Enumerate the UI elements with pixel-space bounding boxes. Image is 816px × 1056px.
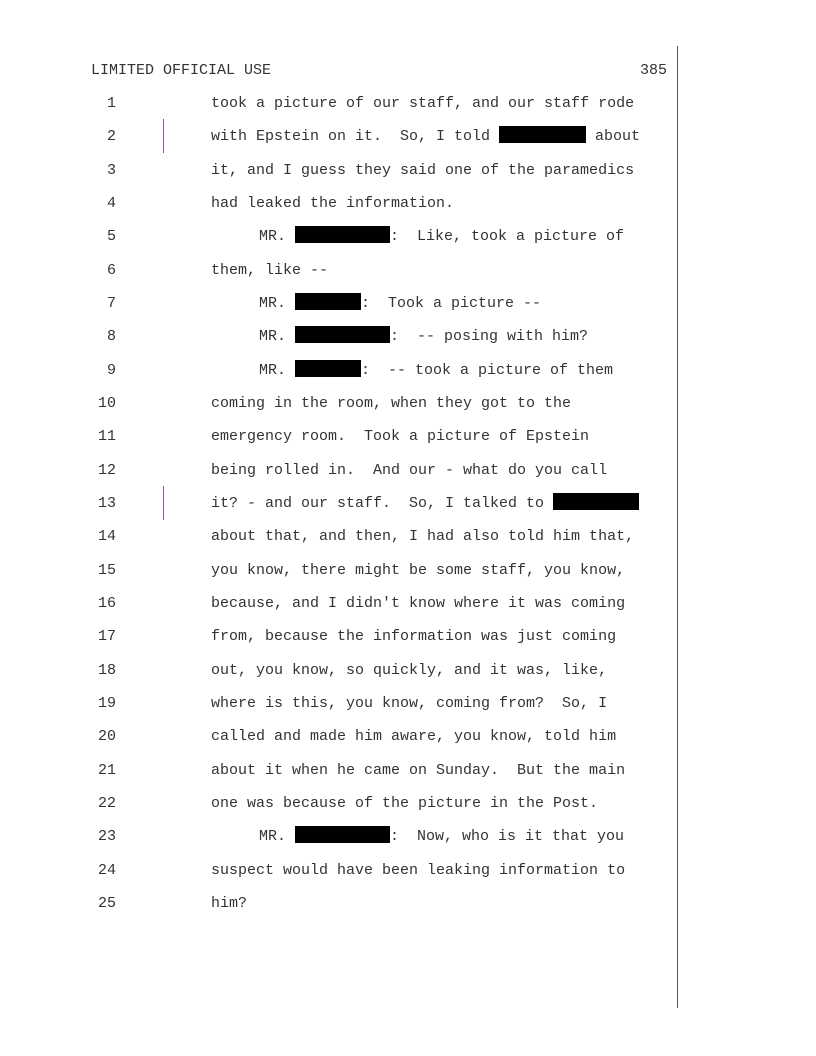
line-number: 3 — [106, 162, 116, 179]
line-number: 14 — [97, 528, 116, 545]
line-text: MR. : Like, took a picture of — [259, 228, 625, 245]
line-text: emergency room. Took a picture of Epstein — [211, 428, 590, 445]
transcript-line — [0, 825, 816, 849]
line-number: 8 — [106, 328, 116, 345]
transcript-line — [0, 225, 816, 249]
transcript-line — [0, 592, 816, 616]
redaction-box — [295, 360, 361, 377]
line-text: them, like -- — [211, 262, 329, 279]
transcript-line — [0, 559, 816, 583]
line-number: 7 — [106, 295, 116, 312]
line-text: MR. : -- posing with him? — [259, 328, 589, 345]
transcript-line — [0, 625, 816, 649]
line-text: one was because of the picture in the Post. — [211, 795, 599, 812]
line-number: 23 — [97, 828, 116, 845]
line-text: being rolled in. And our - what do you call — [211, 462, 608, 479]
line-text: suspect would have been leaking information to — [211, 862, 626, 879]
line-number: 1 — [106, 95, 116, 112]
line-number: 13 — [97, 495, 116, 512]
transcript-line — [0, 459, 816, 483]
classification-header: LIMITED OFFICIAL USE — [91, 62, 272, 79]
line-number: 18 — [97, 662, 116, 679]
redaction-box — [295, 293, 361, 310]
redaction-box — [295, 326, 390, 343]
line-text: MR. : Took a picture -- — [259, 295, 542, 312]
transcript-line — [0, 525, 816, 549]
line-number: 11 — [97, 428, 116, 445]
line-number: 22 — [97, 795, 116, 812]
line-text: coming in the room, when they got to the — [211, 395, 572, 412]
transcript-line — [0, 492, 816, 516]
transcript-line — [0, 392, 816, 416]
transcript-line — [0, 892, 816, 916]
transcript-line — [0, 259, 816, 283]
line-number: 4 — [106, 195, 116, 212]
transcript-line — [0, 359, 816, 383]
transcript-line — [0, 692, 816, 716]
line-text: you know, there might be some staff, you know, — [211, 562, 626, 579]
line-text: it? - and our staff. So, I talked to — [211, 492, 639, 516]
transcript-line — [0, 92, 816, 116]
line-number: 5 — [106, 228, 116, 245]
redaction-box — [295, 826, 390, 843]
line-text: with Epstein on it. So, I told about — [211, 128, 641, 145]
transcript-line — [0, 192, 816, 216]
line-number: 24 — [97, 862, 116, 879]
line-text: about it when he came on Sunday. But the main — [211, 762, 626, 779]
line-number: 15 — [97, 562, 116, 579]
line-text: MR. : -- took a picture of them — [259, 362, 614, 379]
line-text: about that, and then, I had also told him that, — [211, 528, 635, 545]
transcript-line — [0, 859, 816, 883]
line-text: called and made him aware, you know, told him — [211, 728, 617, 745]
transcript-line — [0, 725, 816, 749]
page-number: 385 — [639, 62, 667, 79]
transcript-line — [0, 159, 816, 183]
line-number: 2 — [106, 128, 116, 145]
line-text: him? — [211, 895, 248, 912]
redaction-box — [499, 126, 586, 143]
line-text: from, because the information was just coming — [211, 628, 617, 645]
line-number: 20 — [97, 728, 116, 745]
line-text: took a picture of our staff, and our staff rode — [211, 95, 635, 112]
line-number: 6 — [106, 262, 116, 279]
line-number: 25 — [97, 895, 116, 912]
line-text: it, and I guess they said one of the paramedics — [211, 162, 635, 179]
line-number: 19 — [97, 695, 116, 712]
line-number: 9 — [106, 362, 116, 379]
line-text: MR. : Now, who is it that you — [259, 828, 625, 845]
line-number: 17 — [97, 628, 116, 645]
line-number: 10 — [97, 395, 116, 412]
line-text: where is this, you know, coming from? So, I — [211, 695, 608, 712]
transcript-line — [0, 325, 816, 349]
transcript-line — [0, 759, 816, 783]
line-text: had leaked the information. — [211, 195, 455, 212]
transcript-line — [0, 125, 816, 149]
transcript-line — [0, 292, 816, 316]
line-number: 16 — [97, 595, 116, 612]
transcript-line — [0, 425, 816, 449]
line-text: because, and I didn't know where it was coming — [211, 595, 626, 612]
transcript-line — [0, 792, 816, 816]
redaction-box — [553, 493, 639, 510]
transcript-line — [0, 659, 816, 683]
line-number: 21 — [97, 762, 116, 779]
line-number: 12 — [97, 462, 116, 479]
line-text: out, you know, so quickly, and it was, like, — [211, 662, 608, 679]
redaction-box — [295, 226, 390, 243]
